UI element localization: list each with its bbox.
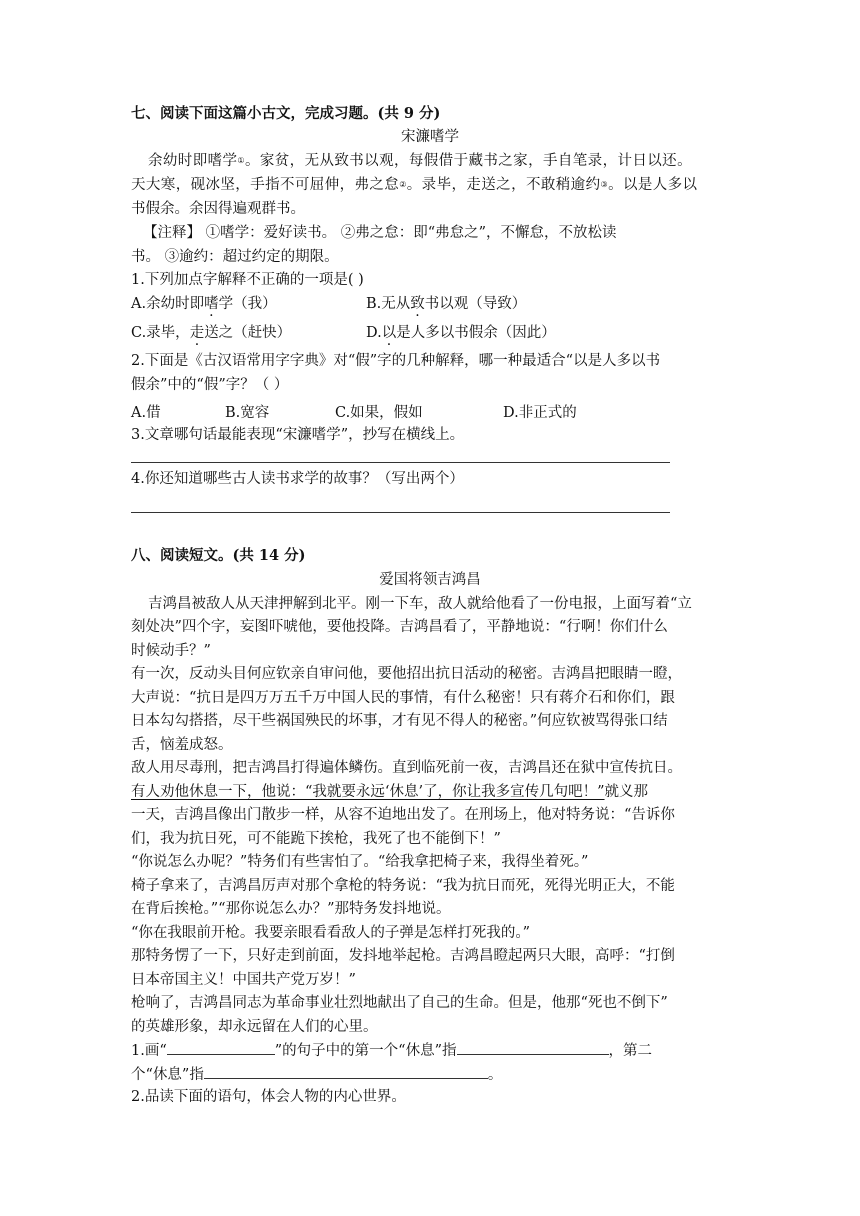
question-8-1-line-1 bbox=[131, 1040, 652, 1061]
passage-text: 。以是人多以 bbox=[608, 177, 698, 193]
question-7-3: 3.文章哪句话最能表现“宋濂嗜学”，抄写在横线上。 bbox=[131, 427, 465, 443]
footnote-marker: ① bbox=[237, 156, 245, 165]
section-8-heading: 八、阅读短文。(共 14 分) bbox=[131, 547, 306, 564]
footnote-marker: ② bbox=[399, 180, 407, 189]
passage-text: 。家贫，无从致书以观，每假借于藏书之家，手自笔录，计日以还。 bbox=[244, 153, 692, 169]
story-line-7: 舌，恼羞成怒。 bbox=[131, 737, 233, 753]
story-line-13: 椅子拿来了，吉鸿昌厉声对那个拿枪的特务说：“我为抗日而死，死得光明正大，不能 bbox=[131, 878, 675, 894]
question-7-2-line-1: 2.下面是《古汉语常用字字典》对“假”字的几种解释，哪一种最适合“以是人多以书 bbox=[131, 353, 661, 369]
passage-line-3: 书假余。余因得遍观群书。 bbox=[131, 201, 305, 217]
story-line-5: 大声说：“抗日是四万万五千万中国人民的事情，有什么秘密！只有蒋介石和你们，跟 bbox=[131, 690, 675, 706]
story-line-2: 刻处决”四个字，妄图吓唬他，要他投降。吉鸿昌看了，平静地说：“行啊！你们什么 bbox=[131, 619, 668, 635]
story-line-3: 时候动手？” bbox=[131, 643, 211, 659]
story-line-8: 敌人用尽毒刑，把吉鸿昌打得遍体鳞伤。直到临死前一夜，吉鸿昌还在狱中宣传抗日。 bbox=[131, 760, 682, 776]
passage-line-1 bbox=[148, 151, 692, 171]
passage-text: 天大寒，砚冰坚，手指不可屈伸，弗之怠 bbox=[131, 177, 400, 193]
question-7-2-option-b[interactable]: B.宽容 bbox=[225, 405, 270, 421]
story-line-6: 日本勾勾搭搭，尽干些祸国殃民的坏事，才有见不得人的秘密。”何应钦被骂得张口结 bbox=[131, 713, 668, 729]
question-7-1-option-d[interactable] bbox=[366, 323, 556, 343]
option-text: 书以观（导致） bbox=[424, 296, 527, 312]
question-text: ，第二 bbox=[608, 1043, 652, 1059]
second-rest-answer-blank[interactable] bbox=[204, 1064, 488, 1079]
annotation-line-2: 书。 ③逾约：超过约定的期限。 bbox=[131, 249, 339, 265]
question-7-2-option-d[interactable]: D.非正式的 bbox=[503, 405, 577, 421]
dotted-character: 走 bbox=[189, 325, 205, 341]
underlined-sentence: 有人劝他休息一下，他说：“我就要永远‘休息’了，你让我多宣传几句吧！” bbox=[131, 784, 605, 800]
story-line-14: 在背后挨枪。”“那你说怎么办？”那特务发抖地说。 bbox=[131, 901, 451, 917]
option-text: C.录毕， bbox=[131, 325, 190, 341]
story-line-17: 日本帝国主义！中国共产党万岁！” bbox=[131, 972, 356, 988]
story-line-4: 有一次，反动头目何应钦亲自审问他，要他招出抗日活动的秘密。吉鸿昌把眼睛一瞪， bbox=[131, 666, 682, 682]
passage-line-2 bbox=[131, 175, 697, 195]
option-text: 学（我） bbox=[218, 296, 277, 312]
story-line-15: “你在我眼前开枪。我要亲眼看看敌人的子弹是怎样打死我的。” bbox=[131, 925, 531, 941]
question-7-4: 4.你还知道哪些古人读书求学的故事？（写出两个） bbox=[131, 471, 464, 487]
dotted-character: 致 bbox=[410, 296, 425, 312]
question-7-2-option-c[interactable]: C.如果，假如 bbox=[335, 405, 423, 421]
option-text: 送之（赶快） bbox=[204, 325, 292, 341]
answer-line-7-3[interactable] bbox=[131, 462, 670, 463]
option-text: A.余幼时即 bbox=[131, 296, 205, 312]
section-7-heading: 七、阅读下面这篇小古文，完成习题。(共 9 分) bbox=[131, 105, 441, 122]
question-text: 。 bbox=[487, 1067, 503, 1083]
story-text: 就义那 bbox=[604, 784, 649, 800]
passage-text: 余幼时即嗜学 bbox=[148, 153, 238, 169]
question-7-2-option-a[interactable]: A.借 bbox=[131, 405, 161, 421]
annotation-line-1: 【注释】 ①嗜学：爱好读书。 ②弗之怠：即“弗怠之”，不懈怠，不放松读 bbox=[143, 225, 617, 241]
question-7-1: 1.下列加点字解释不正确的一项是( ) bbox=[131, 272, 364, 288]
question-text: ”的句子中的第一个“休息”指 bbox=[274, 1043, 457, 1059]
question-7-1-option-b[interactable] bbox=[366, 294, 526, 314]
story-line-19: 的英雄形象，却永远留在人们的心里。 bbox=[131, 1019, 378, 1035]
section-8-passage-title: 爱国将领吉鸿昌 bbox=[379, 572, 481, 588]
question-7-2-line-2: 假余”中的“假”字？（ ） bbox=[131, 377, 289, 393]
dotted-character: 嗜 bbox=[204, 296, 219, 312]
question-7-1-option-c[interactable] bbox=[131, 323, 291, 343]
story-line-11: 们，我为抗日死，可不能跪下挨枪，我死了也不能倒下！” bbox=[131, 831, 501, 847]
underline-style-blank[interactable] bbox=[167, 1040, 275, 1055]
option-text: B.无从 bbox=[366, 296, 411, 312]
option-text: D. bbox=[366, 325, 382, 341]
story-line-18: 枪响了，吉鸿昌同志为革命事业壮烈地献出了自己的生命。但是，他那“死也不倒下” bbox=[131, 995, 668, 1011]
question-8-1-line-2 bbox=[131, 1064, 502, 1085]
dotted-character: 以 bbox=[381, 325, 397, 341]
story-line-12: “你说怎么办呢？”特务们有些害怕了。“给我拿把椅子来，我得坐着死。” bbox=[131, 854, 589, 870]
footnote-marker: ③ bbox=[600, 180, 609, 189]
question-8-2: 2.品读下面的语句，体会人物的内心世界。 bbox=[131, 1089, 406, 1105]
first-rest-answer-blank[interactable] bbox=[457, 1040, 609, 1055]
story-line-10: 一天，吉鸿昌像出门散步一样，从容不迫地出发了。在刑场上，他对特务说：“告诉你 bbox=[131, 807, 675, 823]
story-line-16: 那特务愣了一下，只好走到前面，发抖地举起枪。吉鸿昌瞪起两只大眼，高呼：“打倒 bbox=[131, 948, 675, 964]
section-7-passage-title: 宋濂嗜学 bbox=[401, 129, 459, 145]
question-text: 个“休息”指 bbox=[131, 1067, 204, 1083]
question-7-1-option-a[interactable] bbox=[131, 294, 277, 314]
answer-line-7-4[interactable] bbox=[131, 512, 670, 513]
question-text: 1.画“ bbox=[131, 1043, 167, 1059]
option-text: 是人多以书假余（因此） bbox=[396, 325, 556, 341]
story-line-9 bbox=[131, 782, 648, 802]
story-line-1: 吉鸿昌被敌人从天津押解到北平。刚一下车，敌人就给他看了一份电报，上面写着“立 bbox=[148, 596, 692, 612]
passage-text: 。录毕，走送之，不敢稍逾约 bbox=[406, 177, 601, 193]
